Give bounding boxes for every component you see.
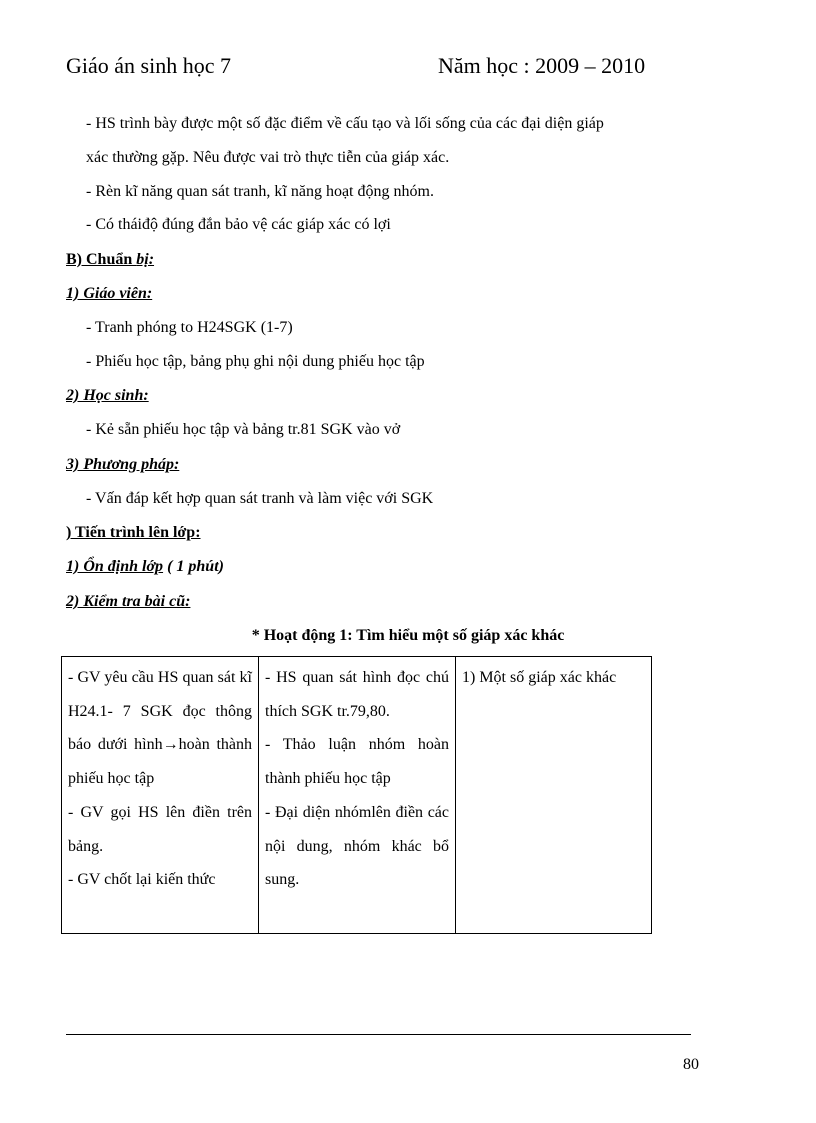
content-cell bbox=[456, 657, 652, 934]
step-1-title: 1) Ổn định lớp bbox=[66, 558, 164, 575]
activity-title: * Hoạt động 1: Tìm hiểu một số giáp xác khác bbox=[251, 627, 565, 644]
student-activity-cell bbox=[259, 657, 456, 934]
student-item-1: - Kẻ sẵn phiếu học tập và bảng tr.81 SGK vào vở bbox=[86, 421, 401, 438]
student-activity-3: - Đại diện nhómlên điền các nội dung, nhóm khác bổ sung. bbox=[265, 803, 449, 889]
section-b-title: B) Chuẩn bbox=[66, 251, 137, 268]
step-1-time: ( 1 phút) bbox=[163, 558, 224, 575]
method-heading: 3) Phương pháp: bbox=[66, 456, 180, 473]
content-item-1: 1) Một số giáp xác khác bbox=[462, 669, 617, 686]
student-heading: 2) Học sinh: bbox=[66, 387, 149, 404]
teacher-item-1: - Tranh phóng to H24SGK (1-7) bbox=[86, 319, 293, 336]
step-2-heading: 2) Kiểm tra bài cũ: bbox=[66, 593, 191, 610]
table-row bbox=[62, 657, 652, 934]
objective-line-1: - HS trình bày được một số đặc điểm về cấu tạo và lối sống của các đại diện giáp bbox=[86, 115, 604, 132]
teacher-activity-2: - GV gọi HS lên điền trên bảng. bbox=[68, 803, 252, 855]
section-c-heading: ) Tiến trình lên lớp: bbox=[66, 524, 201, 541]
section-b-title-italic: bị: bbox=[136, 251, 155, 268]
method-item-1: - Vấn đáp kết hợp quan sát tranh và làm việc với SGK bbox=[86, 490, 434, 507]
step-1-heading bbox=[66, 558, 224, 576]
footer-divider bbox=[66, 1034, 691, 1035]
header-school-year: Năm học : 2009 – 2010 bbox=[438, 53, 646, 78]
student-activity-2: - Thảo luận nhóm hoàn thành phiếu học tập bbox=[265, 736, 449, 788]
teacher-activity-cell bbox=[62, 657, 259, 934]
objective-line-4: - Có tháiđộ đúng đắn bảo vệ các giáp xác có lợi bbox=[86, 216, 391, 233]
header-subject: Giáo án sinh học 7 bbox=[66, 53, 231, 78]
activity-table bbox=[61, 656, 652, 934]
teacher-activity-3: - GV chốt lại kiến thức bbox=[68, 871, 216, 889]
teacher-heading: 1) Giáo viên: bbox=[66, 285, 153, 302]
page-number: 80 bbox=[683, 1056, 699, 1073]
objective-line-3: - Rèn kĩ năng quan sát tranh, kĩ năng hoạt động nhóm. bbox=[86, 183, 434, 200]
teacher-activity-1: - GV yêu cầu HS quan sát kĩ H24.1- 7 SGK đọc thông báo dưới hình→hoàn thành phiếu học tập bbox=[68, 669, 252, 788]
objective-line-2: xác thường gặp. Nêu được vai trò thực tiễn của giáp xác. bbox=[86, 149, 450, 166]
student-activity-1: - HS quan sát hình đọc chú thích SGK tr.79,80. bbox=[265, 669, 449, 720]
section-b-heading bbox=[66, 251, 154, 269]
teacher-item-2: - Phiếu học tập, bảng phụ ghi nội dung phiếu học tập bbox=[86, 353, 425, 370]
